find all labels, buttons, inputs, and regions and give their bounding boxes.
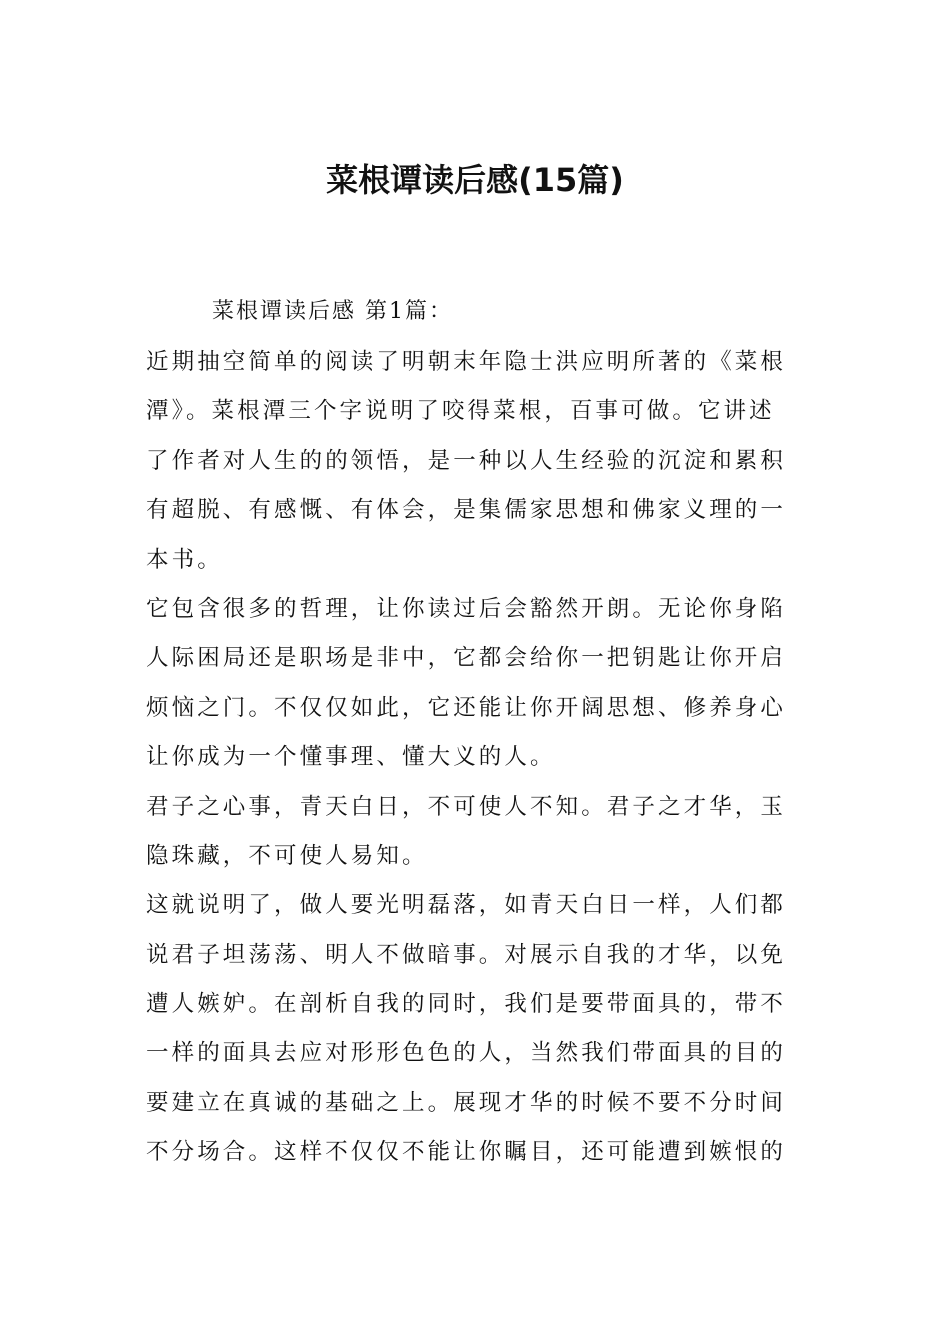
text-line: 不分场合。这样不仅仅不能让你瞩目，还可能遭到嫉恨的 xyxy=(146,1139,787,1166)
text-line: 说君子坦荡荡、明人不做暗事。对展示自我的才华，以免 xyxy=(146,941,787,968)
text-line: 有超脱、有感慨、有体会，是集儒家思想和佛家义理的一 xyxy=(146,497,787,524)
text-line: 遭人嫉妒。在剖析自我的同时，我们是要带面具的，带不 xyxy=(146,991,787,1018)
document-title: 菜根谭读后感(15篇) xyxy=(326,161,624,199)
text-line: 潭》。菜根潭三个字说明了咬得菜根，百事可做。它讲述 xyxy=(146,398,775,425)
text-line: 本书。 xyxy=(146,546,223,573)
text-line: 烦恼之门。不仅仅如此，它还能让你开阔思想、修养身心 xyxy=(146,694,787,721)
text-line: 君子之心事，青天白日，不可使人不知。君子之才华，玉 xyxy=(146,793,787,820)
text-line: 近期抽空简单的阅读了明朝末年隐士洪应明所著的《菜根 xyxy=(146,349,787,375)
body-text xyxy=(146,338,806,1178)
text-line: 人际困局还是职场是非中，它都会给你一把钥匙让你开启 xyxy=(146,645,787,672)
text-line: 它包含很多的哲理，让你读过后会豁然开朗。无论你身陷 xyxy=(146,595,787,622)
text-line: 隐珠藏，不可使人易知。 xyxy=(146,842,428,869)
text-line: 让你成为一个懂事理、懂大义的人。 xyxy=(146,744,556,771)
section-heading: 菜根谭读后感 第1篇： xyxy=(212,299,453,324)
text-line: 要建立在真诚的基础之上。展现才华的时候不要不分时间 xyxy=(146,1089,787,1116)
text-line: 这就说明了，做人要光明磊落，如青天白日一样，人们都 xyxy=(146,892,787,919)
text-line: 一样的面具去应对形形色色的人，当然我们带面具的目的 xyxy=(146,1040,787,1067)
text-line: 了作者对人生的的领悟，是一种以人生经验的沉淀和累积 xyxy=(146,447,787,474)
